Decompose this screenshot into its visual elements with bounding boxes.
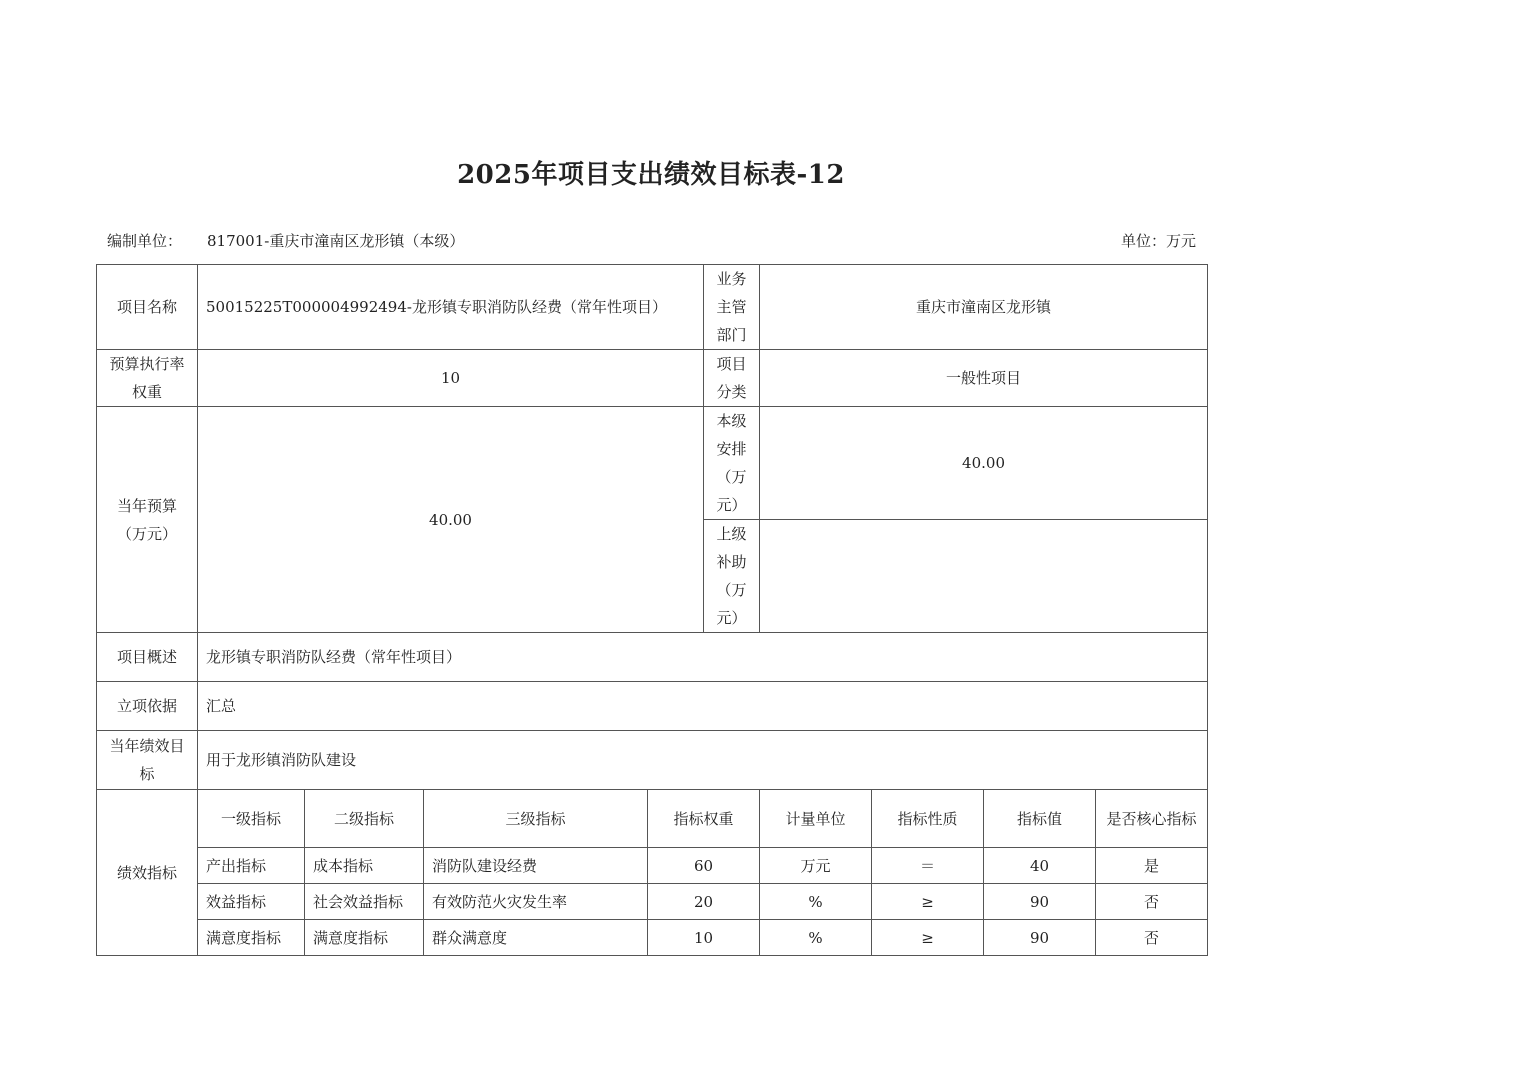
indicators-label: 绩效指标: [97, 790, 198, 956]
category-value: 一般性项目: [760, 350, 1208, 407]
indicator-row: [97, 920, 1208, 956]
table-row: [97, 350, 1208, 407]
level3-cell: 群众满意度: [424, 920, 648, 956]
table-row: [97, 633, 1208, 682]
local-value: 40.00: [760, 407, 1208, 520]
table-row: [97, 731, 1208, 790]
weight-cell: 20: [648, 884, 760, 920]
basis-label: 立项依据: [97, 682, 198, 731]
table-row: [97, 682, 1208, 731]
level2-cell: 成本指标: [305, 848, 424, 884]
header-cell: 指标权重: [648, 790, 760, 848]
level1-cell: 效益指标: [198, 884, 305, 920]
nature-cell: ≥: [872, 884, 984, 920]
budget-value: 40.00: [198, 407, 704, 633]
budget-label: 当年预算（万元）: [97, 407, 198, 633]
unit-cell: %: [760, 884, 872, 920]
core-cell: 否: [1096, 920, 1208, 956]
page-title: 2025年项目支出绩效目标表-12: [457, 160, 845, 190]
header-cell: 三级指标: [424, 790, 648, 848]
level3-cell: 消防队建设经费: [424, 848, 648, 884]
dept-value: 重庆市潼南区龙形镇: [760, 265, 1208, 350]
value-cell: 40: [984, 848, 1096, 884]
nature-cell: ＝: [872, 848, 984, 884]
level2-cell: 社会效益指标: [305, 884, 424, 920]
exec-weight-value: 10: [198, 350, 704, 407]
core-cell: 是: [1096, 848, 1208, 884]
performance-table: [96, 264, 1208, 956]
project-name-value: 50015225T000004992494-龙形镇专职消防队经费（常年性项目）: [198, 265, 704, 350]
exec-weight-label: 预算执行率权重: [97, 350, 198, 407]
level2-cell: 满意度指标: [305, 920, 424, 956]
goal-label: 当年绩效目标: [97, 731, 198, 790]
table-row: [97, 407, 1208, 520]
level1-cell: 产出指标: [198, 848, 305, 884]
header-cell: 是否核心指标: [1096, 790, 1208, 848]
goal-value: 用于龙形镇消防队建设: [198, 731, 1208, 790]
table-row: [97, 265, 1208, 350]
overview-value: 龙形镇专职消防队经费（常年性项目）: [198, 633, 1208, 682]
indicator-header-row: [97, 790, 1208, 848]
dept-label: 业务主管部门: [704, 265, 760, 350]
overview-label: 项目概述: [97, 633, 198, 682]
core-cell: 否: [1096, 884, 1208, 920]
unit-cell: %: [760, 920, 872, 956]
superior-value: [760, 520, 1208, 633]
nature-cell: ≥: [872, 920, 984, 956]
header-cell: 二级指标: [305, 790, 424, 848]
unit-label: 单位：万元: [1120, 232, 1196, 250]
header-cell: 指标值: [984, 790, 1096, 848]
project-name-label: 项目名称: [97, 265, 198, 350]
org-label: 编制单位：: [107, 232, 183, 250]
weight-cell: 10: [648, 920, 760, 956]
header-cell: 计量单位: [760, 790, 872, 848]
superior-label: 上级补助（万元）: [704, 520, 760, 633]
level1-cell: 满意度指标: [198, 920, 305, 956]
unit-cell: 万元: [760, 848, 872, 884]
value-cell: 90: [984, 884, 1096, 920]
local-label: 本级安排（万元）: [704, 407, 760, 520]
weight-cell: 60: [648, 848, 760, 884]
header-cell: 指标性质: [872, 790, 984, 848]
indicator-row: [97, 848, 1208, 884]
category-label: 项目分类: [704, 350, 760, 407]
value-cell: 90: [984, 920, 1096, 956]
basis-value: 汇总: [198, 682, 1208, 731]
org-value: 817001-重庆市潼南区龙形镇（本级）: [207, 232, 465, 250]
level3-cell: 有效防范火灾发生率: [424, 884, 648, 920]
indicator-row: [97, 884, 1208, 920]
header-cell: 一级指标: [198, 790, 305, 848]
org-line: [107, 230, 464, 251]
